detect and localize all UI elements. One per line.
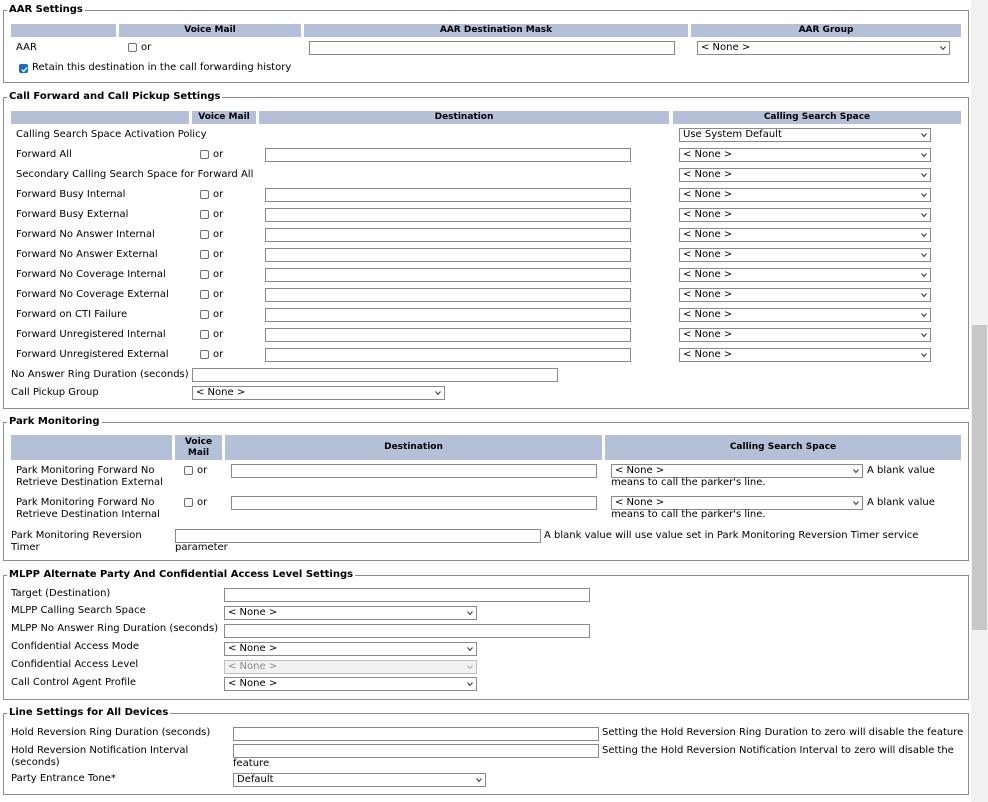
access-mode-value: < None > <box>228 643 278 654</box>
scrollbar-thumb[interactable] <box>972 325 987 630</box>
chevron-down-icon <box>435 390 441 396</box>
park-destination-input[interactable] <box>231 496 597 510</box>
forward-destination-input[interactable] <box>265 148 631 162</box>
chevron-down-icon <box>921 272 927 278</box>
hold-ring-note: Setting the Hold Reversion Ring Duration to zero will disable the feature <box>602 727 964 738</box>
agent-profile-select[interactable] <box>224 677 477 691</box>
park-monitoring-title: Park Monitoring <box>9 416 100 427</box>
forward-destination-input[interactable] <box>265 248 631 262</box>
entrance-tone-value: Default <box>237 774 274 785</box>
park-row-label: Park Monitoring Forward No Retrieve Destination External <box>16 465 163 488</box>
retain-history-checkbox[interactable] <box>19 64 28 73</box>
forward-row-label: Forward Unregistered Internal <box>16 329 166 340</box>
forward-css-select[interactable] <box>679 328 931 342</box>
line-settings-title: Line Settings for All Devices <box>9 707 169 718</box>
park-header-blank <box>11 435 172 460</box>
forward-or-label: or <box>213 289 224 300</box>
forward-css-select[interactable] <box>679 248 931 262</box>
mlpp-ring-input[interactable] <box>224 624 590 638</box>
forward-css-select[interactable] <box>679 228 931 242</box>
access-mode-select[interactable] <box>224 642 477 656</box>
forward-row-label: Secondary Calling Search Space for Forward All <box>16 169 254 180</box>
reversion-timer-note: A blank value will use value set in Park Monitoring Reversion Timer service <box>544 530 919 541</box>
forward-voicemail-checkbox[interactable] <box>200 230 209 239</box>
forward-row-label: Forward Busy External <box>16 209 129 220</box>
forward-or-label: or <box>213 329 224 340</box>
forward-voicemail-checkbox[interactable] <box>200 190 209 199</box>
chevron-down-icon <box>921 332 927 338</box>
mlpp-target-input[interactable] <box>224 588 590 602</box>
forward-css-value: < None > <box>683 309 733 320</box>
forward-destination-input[interactable] <box>265 268 631 282</box>
chevron-down-icon <box>921 132 927 138</box>
access-level-label: Confidential Access Level <box>11 659 139 670</box>
forward-destination-input[interactable] <box>265 308 631 322</box>
aar-group-select[interactable] <box>697 41 950 55</box>
chevron-down-icon <box>921 212 927 218</box>
forward-or-label: or <box>213 249 224 260</box>
chevron-down-icon <box>476 777 482 783</box>
park-voicemail-checkbox[interactable] <box>184 466 193 475</box>
forward-css-select[interactable] <box>679 188 931 202</box>
forward-row-label: Forward Unregistered External <box>16 349 169 360</box>
forward-row-label: Forward on CTI Failure <box>16 309 128 320</box>
agent-profile-label: Call Control Agent Profile <box>11 677 137 688</box>
park-header-css: Calling Search Space <box>605 435 961 460</box>
forward-header-blank <box>11 111 189 124</box>
hold-ring-input[interactable] <box>233 727 599 741</box>
hold-notify-input[interactable] <box>233 744 599 758</box>
forward-destination-input[interactable] <box>265 228 631 242</box>
hold-notify-label: Hold Reversion Notification Interval (seconds) <box>11 745 189 768</box>
forward-css-value: < None > <box>683 249 733 260</box>
forward-css-select[interactable] <box>679 288 931 302</box>
forward-voicemail-checkbox[interactable] <box>200 350 209 359</box>
forward-row-label: Forward No Coverage External <box>16 289 169 300</box>
park-row-label: Park Monitoring Forward No Retrieve Destination Internal <box>16 497 160 520</box>
forward-voicemail-checkbox[interactable] <box>200 330 209 339</box>
chevron-down-icon <box>467 610 473 616</box>
chevron-down-icon <box>940 45 946 51</box>
aar-header-destination-mask: AAR Destination Mask <box>304 24 688 37</box>
forward-css-select[interactable] <box>679 168 931 182</box>
park-destination-input[interactable] <box>231 464 597 478</box>
forward-css-select[interactable] <box>679 208 931 222</box>
aar-header-blank <box>11 24 116 37</box>
access-mode-label: Confidential Access Mode <box>11 641 140 652</box>
forward-destination-input[interactable] <box>265 288 631 302</box>
chevron-down-icon <box>921 232 927 238</box>
hold-notify-note-cont: feature <box>233 758 270 769</box>
forward-or-label: or <box>213 349 224 360</box>
reversion-timer-input[interactable] <box>175 529 541 543</box>
park-header-voicemail: Voice Mail <box>175 435 222 460</box>
chevron-down-icon <box>921 252 927 258</box>
pickup-group-select[interactable] <box>192 386 445 400</box>
chevron-down-icon <box>921 152 927 158</box>
forward-or-label: or <box>213 229 224 240</box>
access-level-select <box>224 660 477 674</box>
forward-row-label: Forward Busy Internal <box>16 189 126 200</box>
chevron-down-icon <box>921 292 927 298</box>
forward-css-value: < None > <box>683 269 733 280</box>
park-row-note: A blank value means to call the parker's line. <box>611 465 935 488</box>
forward-destination-input[interactable] <box>265 188 631 202</box>
park-css-value: < None > <box>615 497 665 508</box>
chevron-down-icon <box>467 664 473 670</box>
forward-row-label: Forward No Answer Internal <box>16 229 155 240</box>
forward-voicemail-checkbox[interactable] <box>200 250 209 259</box>
chevron-down-icon <box>921 352 927 358</box>
aar-group-value: < None > <box>701 42 751 53</box>
access-level-value: < None > <box>228 661 278 672</box>
mlpp-target-label: Target (Destination) <box>11 588 111 599</box>
reversion-timer-label: Park Monitoring Reversion Timer <box>11 530 142 553</box>
forward-destination-input[interactable] <box>265 208 631 222</box>
forward-voicemail-checkbox[interactable] <box>200 270 209 279</box>
forward-css-value: < None > <box>683 289 733 300</box>
activation-policy-select[interactable] <box>679 128 931 142</box>
forward-css-select[interactable] <box>679 308 931 322</box>
activation-policy-label: Calling Search Space Activation Policy <box>16 129 207 140</box>
aar-voicemail-checkbox[interactable] <box>128 43 137 52</box>
forward-css-value: < None > <box>683 329 733 340</box>
forward-css-value: < None > <box>683 209 733 220</box>
mlpp-css-value: < None > <box>228 607 278 618</box>
forward-or-label: or <box>213 209 224 220</box>
park-css-value: < None > <box>615 465 665 476</box>
forward-css-value: < None > <box>683 189 733 200</box>
forward-row-label: Forward All <box>16 149 72 160</box>
forward-voicemail-checkbox[interactable] <box>200 310 209 319</box>
chevron-down-icon <box>921 192 927 198</box>
park-or-label: or <box>197 497 208 508</box>
aar-row-label: AAR <box>16 42 37 53</box>
forward-row-label: Forward No Coverage Internal <box>16 269 166 280</box>
mlpp-title: MLPP Alternate Party And Confidential Access Level Settings <box>9 569 354 580</box>
pickup-group-label: Call Pickup Group <box>11 387 99 398</box>
forward-or-label: or <box>213 269 224 280</box>
forward-destination-input[interactable] <box>265 328 631 342</box>
forward-or-label: or <box>213 309 224 320</box>
aar-header-group: AAR Group <box>691 24 961 37</box>
ring-duration-label: No Answer Ring Duration (seconds) <box>11 369 189 380</box>
forward-css-value: < None > <box>683 169 733 180</box>
park-header-destination: Destination <box>225 435 602 460</box>
forward-or-label: or <box>213 189 224 200</box>
forward-row-label: Forward No Answer External <box>16 249 158 260</box>
aar-settings-title: AAR Settings <box>9 4 83 15</box>
park-row-note: A blank value means to call the parker's line. <box>611 497 935 520</box>
reversion-timer-note-cont: parameter <box>175 542 228 553</box>
aar-or-label: or <box>141 42 152 53</box>
activation-policy-value: Use System Default <box>683 129 782 140</box>
call-forward-title: Call Forward and Call Pickup Settings <box>9 91 221 102</box>
mlpp-css-select[interactable] <box>224 606 477 620</box>
agent-profile-value: < None > <box>228 678 278 689</box>
ring-duration-input[interactable] <box>192 368 558 382</box>
hold-ring-label: Hold Reversion Ring Duration (seconds) <box>11 727 211 738</box>
park-voicemail-checkbox[interactable] <box>184 498 193 507</box>
pickup-group-value: < None > <box>196 387 246 398</box>
retain-history-label: Retain this destination in the call forwarding history <box>32 62 292 73</box>
forward-header-voicemail: Voice Mail <box>192 111 256 124</box>
forward-css-select[interactable] <box>679 348 931 362</box>
forward-voicemail-checkbox[interactable] <box>200 150 209 159</box>
forward-css-value: < None > <box>683 349 733 360</box>
forward-css-value: < None > <box>683 229 733 240</box>
entrance-tone-label: Party Entrance Tone* <box>11 773 116 784</box>
chevron-down-icon <box>467 681 473 687</box>
aar-header-voicemail: Voice Mail <box>119 24 301 37</box>
park-or-label: or <box>197 465 208 476</box>
checkmark-icon <box>20 65 29 74</box>
forward-css-select[interactable] <box>679 148 931 162</box>
forward-header-css: Calling Search Space <box>673 111 961 124</box>
forward-css-select[interactable] <box>679 268 931 282</box>
mlpp-ring-label: MLPP No Answer Ring Duration (seconds) <box>11 623 219 634</box>
forward-voicemail-checkbox[interactable] <box>200 290 209 299</box>
chevron-down-icon <box>467 646 473 652</box>
forward-destination-input[interactable] <box>265 348 631 362</box>
mlpp-css-label: MLPP Calling Search Space <box>11 605 146 616</box>
forward-or-label: or <box>213 149 224 160</box>
chevron-down-icon <box>921 312 927 318</box>
forward-header-destination: Destination <box>259 111 669 124</box>
forward-voicemail-checkbox[interactable] <box>200 210 209 219</box>
entrance-tone-select[interactable] <box>233 773 486 787</box>
aar-destination-mask-input[interactable] <box>309 41 675 55</box>
hold-notify-note: Setting the Hold Reversion Notification Interval to zero will disable the <box>602 745 954 756</box>
chevron-down-icon <box>921 172 927 178</box>
forward-css-value: < None > <box>683 149 733 160</box>
